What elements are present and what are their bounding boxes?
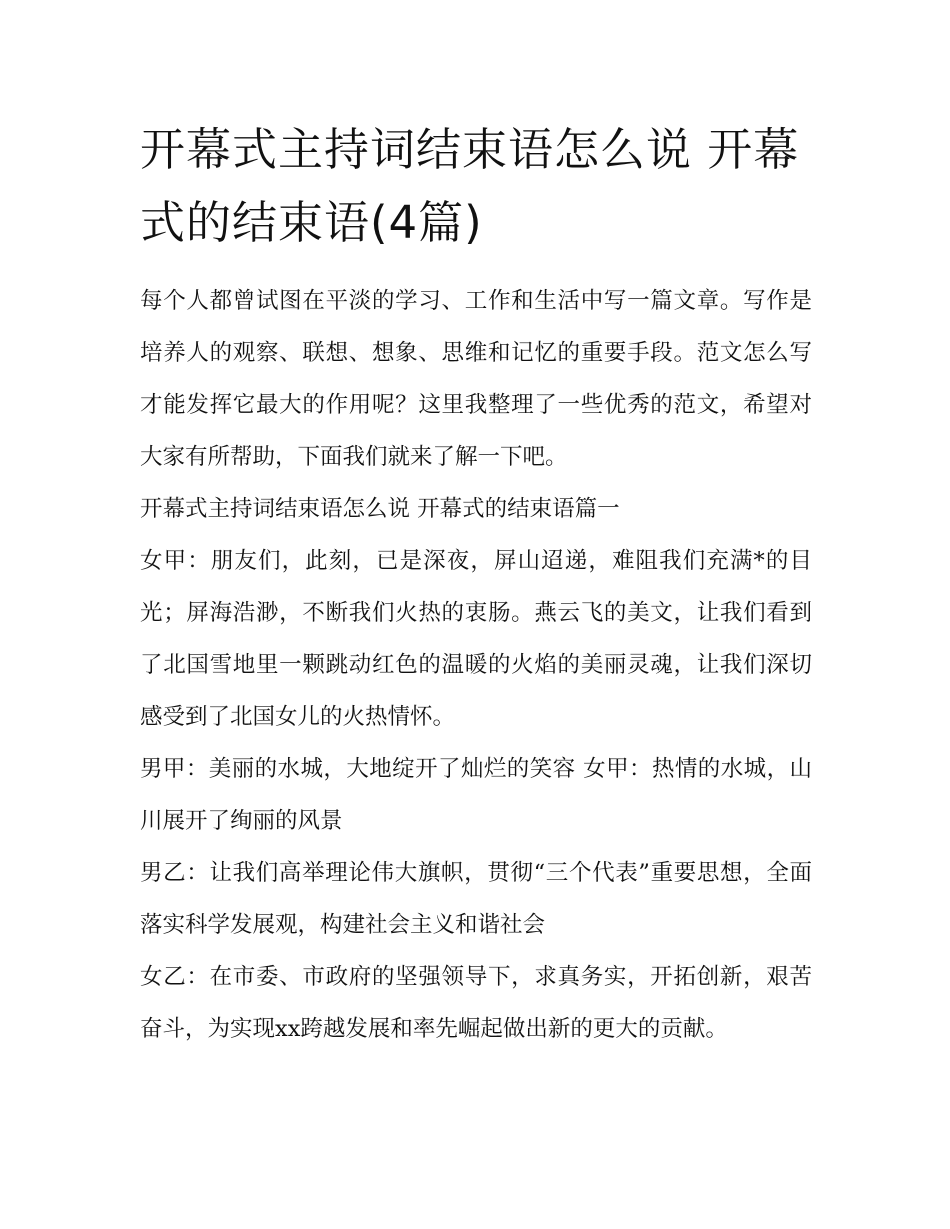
dialogue-paragraph: 男乙：让我们高举理论伟大旗帜，贯彻“三个代表”重要思想，全面落实科学发展观，构建社会主义和谐社会: [140, 860, 812, 938]
dialogue-paragraph: 男甲：美丽的水城，大地绽开了灿烂的笑容 女甲：热情的水城，山川展开了绚丽的风景: [140, 756, 812, 834]
dialogue-paragraph: 女乙：在市委、市政府的坚强领导下，求真务实，开拓创新，艰苦奋斗，为实现xx跨越发展和率先崛起做出新的更大的贡献。: [140, 964, 812, 1042]
document-page: [140, 113, 812, 1055]
dialogue-paragraph: 女甲：朋友们，此刻，已是深夜，屏山迢递，难阻我们充满*的目光；屏海浩渺，不断我们火热的衷肠。燕云飞的美文，让我们看到了北国雪地里一颗跳动红色的温暖的火焰的美丽灵魂，让我们深切感受到了北国女儿的火热情怀。: [140, 548, 812, 730]
section-heading: 开幕式主持词结束语怎么说 开幕式的结束语篇一: [140, 496, 620, 522]
intro-paragraph: 每个人都曾试图在平淡的学习、工作和生活中写一篇文章。写作是培养人的观察、联想、想象、思维和记忆的重要手段。范文怎么写才能发挥它最大的作用呢？这里我整理了一些优秀的范文，希望对大家有所帮助，下面我们就来了解一下吧。: [140, 288, 812, 470]
document-title: 开幕式主持词结束语怎么说 开幕式的结束语(4篇): [140, 123, 800, 249]
